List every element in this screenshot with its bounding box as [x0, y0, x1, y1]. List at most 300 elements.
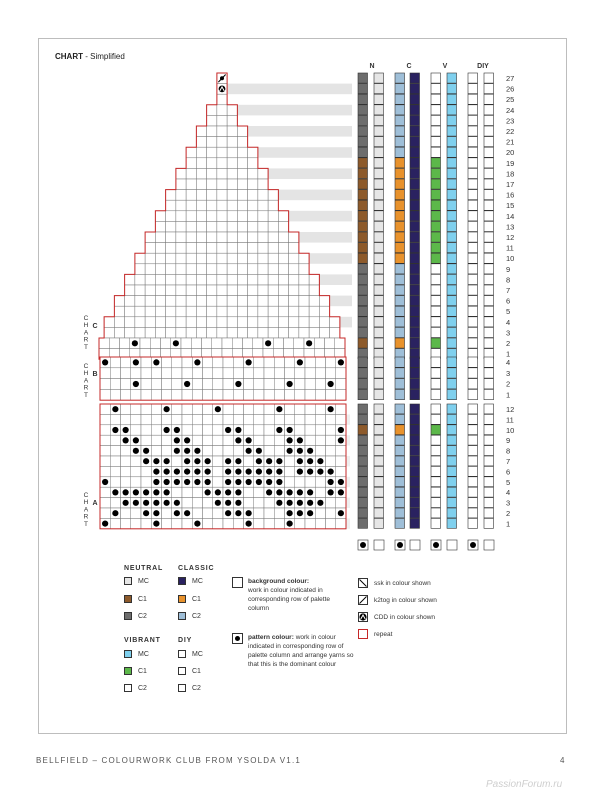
palette-diy-pattern [468, 285, 478, 295]
chart-cell [305, 414, 315, 424]
palette-diy-bg [484, 357, 494, 367]
palette-neutral-bg [374, 357, 384, 367]
chart-cell [207, 200, 217, 211]
palette-classic-bg [410, 200, 420, 210]
chart-cell [217, 253, 227, 264]
chart-word-letter: T [84, 391, 88, 399]
stitch-dot [153, 500, 159, 506]
chart-cell [268, 285, 278, 296]
row-number: 11 [506, 415, 514, 425]
stitch-dot [153, 359, 159, 365]
palette-vibrant-pattern [431, 425, 441, 435]
chart-cell [145, 317, 155, 328]
palette-vibrant-pattern [431, 368, 441, 378]
chart-cell [213, 456, 223, 466]
row-number: 5 [506, 307, 511, 317]
palette-diy-pattern [468, 466, 478, 476]
chart-cell [155, 211, 165, 222]
row-number: 18 [506, 169, 515, 179]
chart-cell [274, 379, 284, 390]
chart-cell [182, 487, 192, 497]
palette-neutral-bg [374, 518, 384, 528]
chart-cell [336, 389, 346, 400]
palette-vibrant-pattern [431, 518, 441, 528]
chart-cell [326, 368, 336, 379]
chart-cell [196, 274, 206, 285]
palette-vibrant-pattern [431, 327, 441, 337]
palette-vibrant-pattern [431, 115, 441, 125]
legend-diy-c1: C1 [178, 667, 201, 675]
chart-cell [264, 357, 274, 368]
chart-cell [315, 425, 325, 435]
chart-cell [289, 253, 299, 264]
chart-cell [299, 285, 309, 296]
chart-cell [172, 368, 182, 379]
row-number: 22 [506, 127, 515, 136]
palette-diy-pattern [468, 274, 478, 284]
palette-neutral-bg [374, 446, 384, 456]
chart-cell [305, 425, 315, 435]
chart-cell [223, 414, 233, 424]
chart-cell [227, 253, 237, 264]
chart-cell [278, 317, 288, 328]
chart-cell [110, 435, 120, 445]
palette-neutral-bg [374, 466, 384, 476]
stitch-dot [174, 427, 180, 433]
row-number: 7 [506, 457, 511, 466]
chart-cell [217, 285, 227, 296]
palette-classic-bg [410, 274, 420, 284]
palette-neutral-bg [374, 317, 384, 327]
palette-classic-bg [410, 404, 420, 414]
chart-cell [227, 306, 237, 317]
chart-cell [176, 211, 186, 222]
palette-neutral-bg [374, 221, 384, 231]
palette-vibrant-bg [447, 285, 457, 295]
chart-cell [227, 147, 237, 158]
palette-classic-pattern [395, 94, 405, 104]
palette-vibrant-pattern [431, 200, 441, 210]
palette-diy-pattern [468, 317, 478, 327]
palette-diy-bg [484, 105, 494, 115]
palette-neutral-pattern [358, 456, 368, 466]
stitch-dot [174, 448, 180, 454]
chart-cell [100, 508, 110, 518]
chart-cell [274, 508, 284, 518]
stitch-dot [174, 510, 180, 516]
palette-diy-pattern [468, 477, 478, 487]
row-number: 1 [506, 349, 511, 359]
chart-cell [289, 317, 299, 328]
stitch-dot [174, 500, 180, 506]
palette-vibrant-bg [447, 105, 457, 115]
stitch-dot [256, 448, 262, 454]
palette-vibrant-bg [447, 200, 457, 210]
chart-cell [244, 425, 254, 435]
stitch-dot [287, 500, 293, 506]
chart-cell [131, 389, 141, 400]
stitch-dot [194, 469, 200, 475]
chart-cell [176, 200, 186, 211]
chart-cell [110, 368, 120, 379]
palette-diy-bg [484, 94, 494, 104]
palette-key-background [410, 540, 420, 550]
palette-classic-bg [410, 285, 420, 295]
palette-diy-pattern [468, 190, 478, 200]
palette-diy-pattern [468, 296, 478, 306]
stitch-dot [225, 469, 231, 475]
chart-cell [121, 379, 131, 390]
row-number: 3 [506, 328, 511, 338]
chart-cell [237, 158, 247, 169]
row-number: 3 [506, 368, 511, 378]
palette-classic-pattern [395, 368, 405, 378]
palette-vibrant-pattern [431, 137, 441, 147]
palette-classic-bg [410, 105, 420, 115]
palette-classic-pattern [395, 435, 405, 445]
palette-vibrant-pattern [431, 338, 441, 348]
chart-cell [114, 327, 124, 338]
legend-vibrant-c1: C1 [124, 667, 147, 675]
chart-cell [207, 211, 217, 222]
row-number: 13 [506, 222, 515, 232]
chart-cell [217, 274, 227, 285]
chart-cell [237, 190, 247, 201]
palette-diy-pattern [468, 243, 478, 253]
chart-cell [278, 232, 288, 243]
chart-cell [258, 211, 268, 222]
chart-cell [248, 243, 258, 254]
stitch-dot [338, 510, 344, 516]
chart-cell [135, 285, 145, 296]
chart-cell [145, 243, 155, 254]
chart-cell [141, 357, 151, 368]
palette-header-vibrant: V [442, 63, 448, 70]
chart-cell [285, 466, 295, 476]
stitch-dot [287, 489, 293, 495]
stitch-dot [338, 489, 344, 495]
palette-vibrant-pattern [431, 211, 441, 221]
chart-cell [227, 126, 237, 137]
stitch-dot [235, 427, 241, 433]
palette-neutral-pattern [358, 518, 368, 528]
palette-key-background [447, 540, 457, 550]
palette-diy-bg [484, 179, 494, 189]
chart-cell [141, 404, 151, 414]
chart-cell [315, 477, 325, 487]
chart-cell [309, 296, 319, 307]
stitch-dot [102, 521, 108, 527]
row-number: 21 [506, 137, 515, 147]
palette-classic-pattern [395, 466, 405, 476]
stitch-dot [123, 437, 129, 443]
stitch-dot [112, 489, 118, 495]
chart-cell [203, 425, 213, 435]
chart-word-letter: T [84, 520, 88, 528]
chart-cell [315, 368, 325, 379]
stitch-dot [266, 458, 272, 464]
chart-cell [248, 158, 258, 169]
chart-cell [207, 264, 217, 275]
stitch-dot [225, 427, 231, 433]
palette-classic-pattern [395, 84, 405, 94]
palette-neutral-bg [374, 115, 384, 125]
chart-cell [213, 379, 223, 390]
chart-cell [166, 253, 176, 264]
palette-neutral-bg [374, 105, 384, 115]
chart-cell [330, 327, 340, 338]
chart-cell [285, 414, 295, 424]
palette-vibrant-bg [447, 221, 457, 231]
palette-diy-bg [484, 498, 494, 508]
stitch-dot [235, 510, 241, 516]
stitch-dot [287, 437, 293, 443]
chart-cell [151, 425, 161, 435]
chart-cell [192, 379, 202, 390]
chart-cell [114, 296, 124, 307]
palette-vibrant-bg [447, 317, 457, 327]
stitch-dot [153, 521, 159, 527]
chart-cell [213, 508, 223, 518]
stitch-dot [174, 479, 180, 485]
palette-neutral-pattern [358, 379, 368, 389]
palette-vibrant-pattern [431, 487, 441, 497]
palette-neutral-pattern [358, 211, 368, 221]
chart-word-letter: R [83, 336, 89, 344]
palette-neutral-bg [374, 368, 384, 378]
chart-word-letter: H [83, 499, 89, 507]
chart-cell [172, 357, 182, 368]
chart-cell [248, 147, 258, 158]
row-number: 5 [506, 477, 511, 487]
chart-cell [203, 379, 213, 390]
chart-cell [289, 232, 299, 243]
palette-vibrant-pattern [431, 466, 441, 476]
palette-vibrant-bg [447, 414, 457, 424]
chart-cell [121, 477, 131, 487]
chart-cell [203, 435, 213, 445]
chart-cell [135, 274, 145, 285]
stitch-dot [143, 448, 149, 454]
chart-cell [166, 200, 176, 211]
stitch-dot [153, 458, 159, 464]
chart-cell [258, 327, 268, 338]
chart-cell [110, 518, 120, 528]
palette-diy-bg [484, 414, 494, 424]
palette-diy-pattern [468, 94, 478, 104]
chart-cell [278, 253, 288, 264]
row-number: 1 [506, 390, 511, 400]
chart-cell [309, 285, 319, 296]
chart-cell [336, 456, 346, 466]
chart-cell [237, 232, 247, 243]
chart-cell [285, 456, 295, 466]
chart-cell [186, 327, 196, 338]
palette-classic-pattern [395, 389, 405, 399]
stitch-dot [246, 521, 252, 527]
chart-cell [223, 446, 233, 456]
palette-neutral-pattern [358, 158, 368, 168]
section-label [84, 492, 89, 528]
chart-cell [244, 404, 254, 414]
palette-neutral-pattern [358, 498, 368, 508]
legend-diy-c2: C2 [178, 684, 201, 692]
chart-cell [186, 179, 196, 190]
chart-cell [145, 253, 155, 264]
legend-neutral-c2: C2 [124, 612, 147, 620]
chart-cell [181, 338, 191, 349]
chart-cell [172, 379, 182, 390]
stitch-dot [328, 381, 334, 387]
chart-cell [131, 508, 141, 518]
stitch-dot [235, 469, 241, 475]
stitch-dot [287, 381, 293, 387]
row-number: 15 [506, 201, 515, 211]
chart-cell [207, 285, 217, 296]
chart-cell [182, 389, 192, 400]
chart-cell [182, 518, 192, 528]
palette-neutral-bg [374, 84, 384, 94]
chart-cell [244, 414, 254, 424]
chart-cell [274, 435, 284, 445]
stitch-dot [307, 448, 313, 454]
palette-vibrant-bg [447, 168, 457, 178]
palette-classic-pattern [395, 137, 405, 147]
palette-neutral-bg [374, 126, 384, 136]
chart-cell [203, 508, 213, 518]
palette-diy-pattern [468, 456, 478, 466]
palette-diy-pattern [468, 306, 478, 316]
stitch-dot [276, 489, 282, 495]
palette-neutral-bg [374, 200, 384, 210]
chart-cell [319, 327, 329, 338]
chart-cell [121, 404, 131, 414]
palette-neutral-pattern [358, 425, 368, 435]
stitch-dot [338, 437, 344, 443]
palette-diy-bg [484, 285, 494, 295]
stitch-dot [143, 500, 149, 506]
footer-text: BELLFIELD – COLOURWORK CLUB FROM YSOLDA V1.1 [36, 756, 302, 765]
palette-header-diy: DIY [477, 63, 489, 70]
stitch-dot [112, 406, 118, 412]
stitch-dot [194, 359, 200, 365]
stitch-dot [328, 406, 334, 412]
legend-diy-heading: DIY [178, 637, 193, 644]
legend-neutral-mc: MC [124, 577, 149, 585]
palette-neutral-bg [374, 147, 384, 157]
palette-diy-bg [484, 368, 494, 378]
chart-cell [285, 477, 295, 487]
chart-cell [295, 477, 305, 487]
chart-cell [264, 435, 274, 445]
chart-cell [125, 306, 135, 317]
palette-classic-bg [410, 296, 420, 306]
chart-cell [196, 327, 206, 338]
chart-cell [268, 243, 278, 254]
chart-cell [326, 435, 336, 445]
section-letter: B [92, 371, 98, 378]
chart-cell [278, 306, 288, 317]
palette-neutral-pattern [358, 414, 368, 424]
stitch-dot [297, 500, 303, 506]
chart-cell [305, 357, 315, 368]
chart-cell [248, 200, 258, 211]
chart-cell [248, 285, 258, 296]
stitch-dot [225, 489, 231, 495]
chart-cell [336, 368, 346, 379]
chart-cell [162, 389, 172, 400]
row-number: 24 [506, 105, 515, 115]
chart-cell [131, 456, 141, 466]
chart-cell [135, 253, 145, 264]
palette-neutral-pattern [358, 327, 368, 337]
chart-cell [278, 211, 288, 222]
palette-classic-bg [410, 487, 420, 497]
stitch-dot [184, 469, 190, 475]
palette-diy-pattern [468, 253, 478, 263]
palette-vibrant-pattern [431, 158, 441, 168]
palette-diy-pattern [468, 327, 478, 337]
legend-vibrant-c2: C2 [124, 684, 147, 692]
chart-cell [268, 306, 278, 317]
chart-cell [326, 357, 336, 368]
palette-classic-bg [410, 446, 420, 456]
chart-cell [299, 253, 309, 264]
chart-cell [207, 137, 217, 148]
chart-cell [237, 168, 247, 179]
chart-cell [336, 446, 346, 456]
chart-cell [285, 357, 295, 368]
chart-cell [233, 518, 243, 528]
chart-cell [254, 498, 264, 508]
chart-cell [172, 389, 182, 400]
palette-neutral-pattern [358, 137, 368, 147]
chart-cell [326, 498, 336, 508]
stitch-dot [328, 479, 334, 485]
palette-neutral-bg [374, 456, 384, 466]
key-cdd: CDD in colour shown [358, 612, 435, 622]
pattern-colour-desc: pattern colour: work in colour indicated in corresponding row of palette column and arrange yarns so that this is the dominant colour [248, 634, 354, 668]
chart-cell [315, 508, 325, 518]
palette-diy-bg [484, 126, 494, 136]
stitch-dot [164, 500, 170, 506]
palette-diy-pattern [468, 147, 478, 157]
row-number: 3 [506, 498, 511, 508]
palette-vibrant-bg [447, 456, 457, 466]
chart-cell [166, 264, 176, 275]
stitch-dot [164, 427, 170, 433]
dot-icon [433, 542, 439, 548]
chart-cell [151, 379, 161, 390]
palette-vibrant-bg [447, 296, 457, 306]
chart-cell [162, 379, 172, 390]
palette-neutral-pattern [358, 508, 368, 518]
chart-cell [186, 296, 196, 307]
palette-classic-bg [410, 357, 420, 367]
chart-cell [248, 317, 258, 328]
palette-neutral-pattern [358, 84, 368, 94]
chart-word-letter: R [83, 513, 89, 521]
palette-vibrant-bg [447, 137, 457, 147]
stitch-dot [133, 359, 139, 365]
chart-cell [278, 285, 288, 296]
chart-cell [217, 115, 227, 126]
chart-cell [176, 296, 186, 307]
palette-neutral-bg [374, 414, 384, 424]
chart-cell [299, 296, 309, 307]
chart-cell [217, 243, 227, 254]
stitch-dot [338, 479, 344, 485]
